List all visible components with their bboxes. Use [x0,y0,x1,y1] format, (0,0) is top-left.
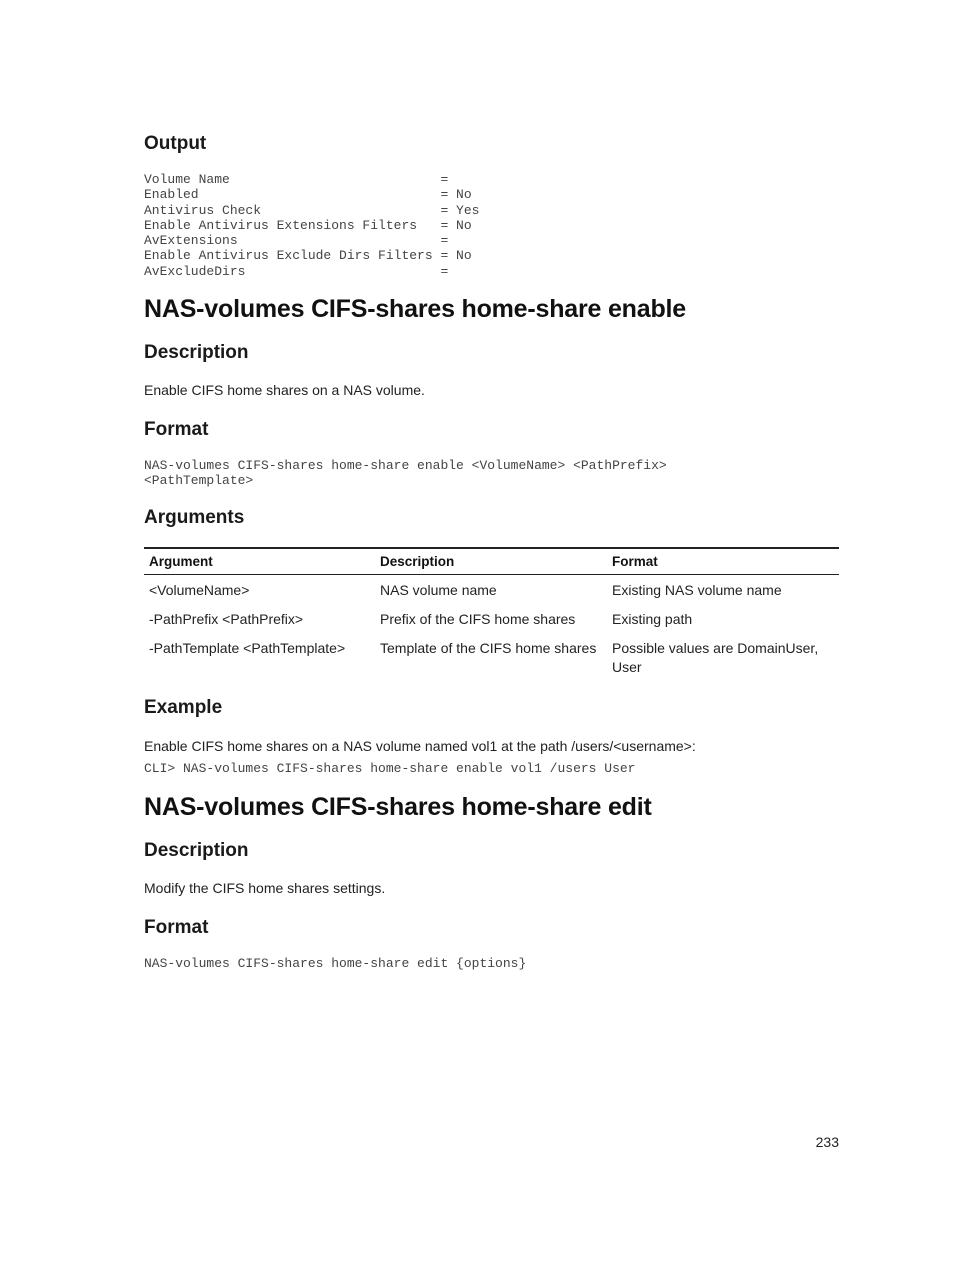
table-row [144,575,839,605]
page-number: 233 [815,1134,839,1150]
table-cell: NAS volume name [380,582,497,598]
table-cell: <VolumeName> [149,582,250,598]
table-cell: Existing NAS volume name [612,582,782,598]
table-row [144,604,839,633]
example-code-block: CLI> NAS-volumes CIFS-shares home-share enable vol1 /users User [144,761,636,776]
output-code-block: Volume Name = Enabled = No Antivirus Check = Yes Enable Antivirus Extensions Filters = No AvExtensions = Enable Antivirus Exclude Dirs Filters = No AvExcludeDirs = [144,172,480,279]
column-header-argument: Argument [144,548,375,575]
table-cell: Template of the CIFS home shares [380,640,597,656]
table-header-row [144,548,839,575]
example-text: Enable CIFS home shares on a NAS volume named vol1 at the path /users/<username>: [144,738,696,754]
table-cell: -PathPrefix <PathPrefix> [149,611,304,627]
table-row [144,633,839,681]
description-text: Enable CIFS home shares on a NAS volume. [144,382,425,398]
description-heading: Description [144,342,249,363]
table-cell: -PathTemplate <PathTemplate> [149,640,346,656]
table-cell: Prefix of the CIFS home shares [380,611,576,627]
arguments-heading: Arguments [144,507,245,528]
description-heading-edit: Description [144,840,249,861]
table-cell: Possible values are DomainUser, User [612,640,819,675]
format-heading-edit: Format [144,917,209,938]
section-title-edit: NAS-volumes CIFS-shares home-share edit [144,793,652,821]
output-heading: Output [144,133,207,154]
section-title-enable: NAS-volumes CIFS-shares home-share enable [144,295,686,323]
example-heading: Example [144,697,223,718]
arguments-table [144,547,839,681]
column-header-format: Format [607,548,839,575]
format-code-block: NAS-volumes CIFS-shares home-share enable <VolumeName> <PathPrefix> <PathTemplate> [144,458,667,489]
column-header-description: Description [375,548,607,575]
table-cell: Existing path [612,611,693,627]
format-heading: Format [144,419,209,440]
format-code-block-edit: NAS-volumes CIFS-shares home-share edit {options} [144,956,527,971]
description-text-edit: Modify the CIFS home shares settings. [144,880,386,896]
